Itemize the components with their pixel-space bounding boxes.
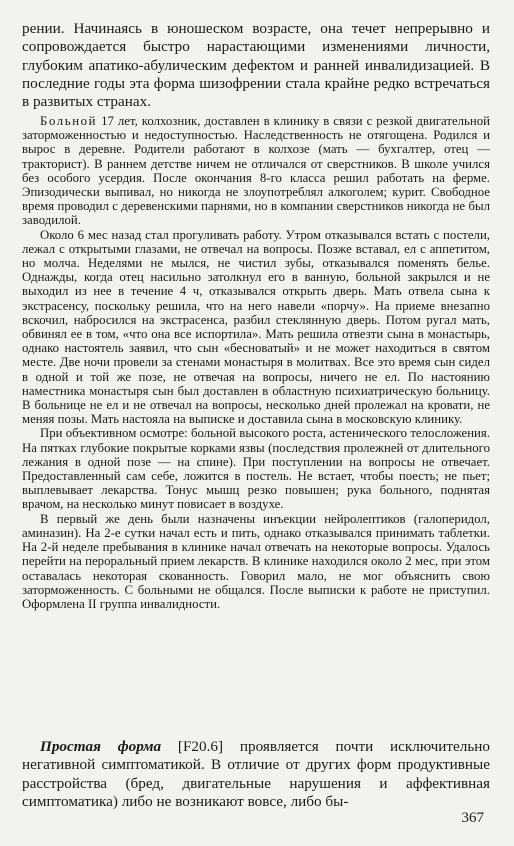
case-paragraph-1-text: 17 лет, колхозник, доставлен в клинику в связи с резкой двигательной заторможенностью и недоступностью. Наследственность не отягощена. Родился и вырос в деревне. Родители работают в колхозе (мать — бухгалтер, отец — тракторист). В раннем детстве ничем не отличался от сверстников. В школе учился без особого усердия. После окончания 8-го класса решил работать на ферме. Эпизодически выпивал, но никогда не злоупотреблял алкоголем; курит. Свободное время проводил с деревенскими парнями, но в компании сверстников никогда не был заводилой. xyxy=(22,114,490,228)
case-paragraph-1 xyxy=(22,114,490,228)
case-report xyxy=(22,114,490,611)
case-paragraph-4: В первый же день были назначены инъекции нейролептиков (галоперидол, аминазин). На 2-е сутки начал есть и пить, однако отказывался принимать таблетки. На 2-й неделе пребывания в клинике начал отвечать на некоторые вопросы. Удалось перейти на пероральный прием лекарств. В клинике находился около 2 мес, при этом оставалась некоторая скованность. Говорил мало, не мог объяснить свою заторможенность. С больными не общался. После выписки к работе не приступил. Оформлена II группа инвалидности. xyxy=(22,511,490,611)
case-paragraph-2: Около 6 мес назад стал прогуливать работу. Утром отказывался встать с постели, лежал с открытыми глазами, не отвечал на вопросы. Позже вставал, ел с аппетитом, но молча. Неделями не мылся, не чистил зубы, отказывался поменять белье. Однажды, когда отец насильно затолкнул его в ванную, больной закрылся и не выходил из нее в течение 4 ч, отказывался открыть дверь. Мать отвела сына к экстрасенсу, поскольку решила, что на него навели «порчу». На приеме внезапно вскочил, набросился на экстрасенса, разбил стеклянную дверь. Потом ругал мать, обвинял ее в том, «что она все испортила». Мать решила отвезти сына в монастырь, однако настоятель заявил, что сын «бесноватый» и не может находиться в святом месте. Две ночи провели за стенами монастыря в молитвах. Все это время сын сидел в одной и той же позе, не отвечая на вопросы, ничего не ел. По настоянию наместника монастыря сын был доставлен в областную психиатрическую больницу. В больнице не ел и не отвечал на вопросы, несколько дней пролежал на кровати, не меняя позы. Мать настояла на выписке и доставила сына в московскую клинику. xyxy=(22,227,490,427)
case-paragraph-3: При объективном осмотре: больной высокого роста, астенического телосложения. На пятках глубокие покрытые корками язвы (последствия пролежней от длительного лежания в одной позе — на спине). При поступлении на вопросы не отвечает. Предоставленный сам себе, ложится в постель. Не встает, чтобы поесть; не пьет; выплевывает лекарства. Тонус мышц резко повышен; рука больного, поднятая врачом, на несколько минут повисает в воздухе. xyxy=(22,426,490,512)
case-lead-word: Больной xyxy=(40,114,98,128)
intro-paragraph xyxy=(22,20,490,111)
intro-text: рении. Начинаясь в юношеском возрасте, она течет непрерывно и сопровождается быстро нарастающими изменениями личности, глубоким апатико-абулическим дефектом и ранней инвалидизацией. В последние годы эта форма шизофрении стала крайне редко встречаться в развитых странах. xyxy=(22,20,490,111)
page-number: 367 xyxy=(461,810,484,826)
simple-form-text: [F20.6] проявляется почти исключительно негативной симптоматикой. В отличие от других форм продуктивные расстройства (бред, двигательные нарушения и аффективная симптоматика) либо не возникают вовсе, либо бы- xyxy=(22,738,491,810)
simple-form-term: Простая форма xyxy=(40,738,162,755)
simple-form-paragraph xyxy=(22,738,490,811)
